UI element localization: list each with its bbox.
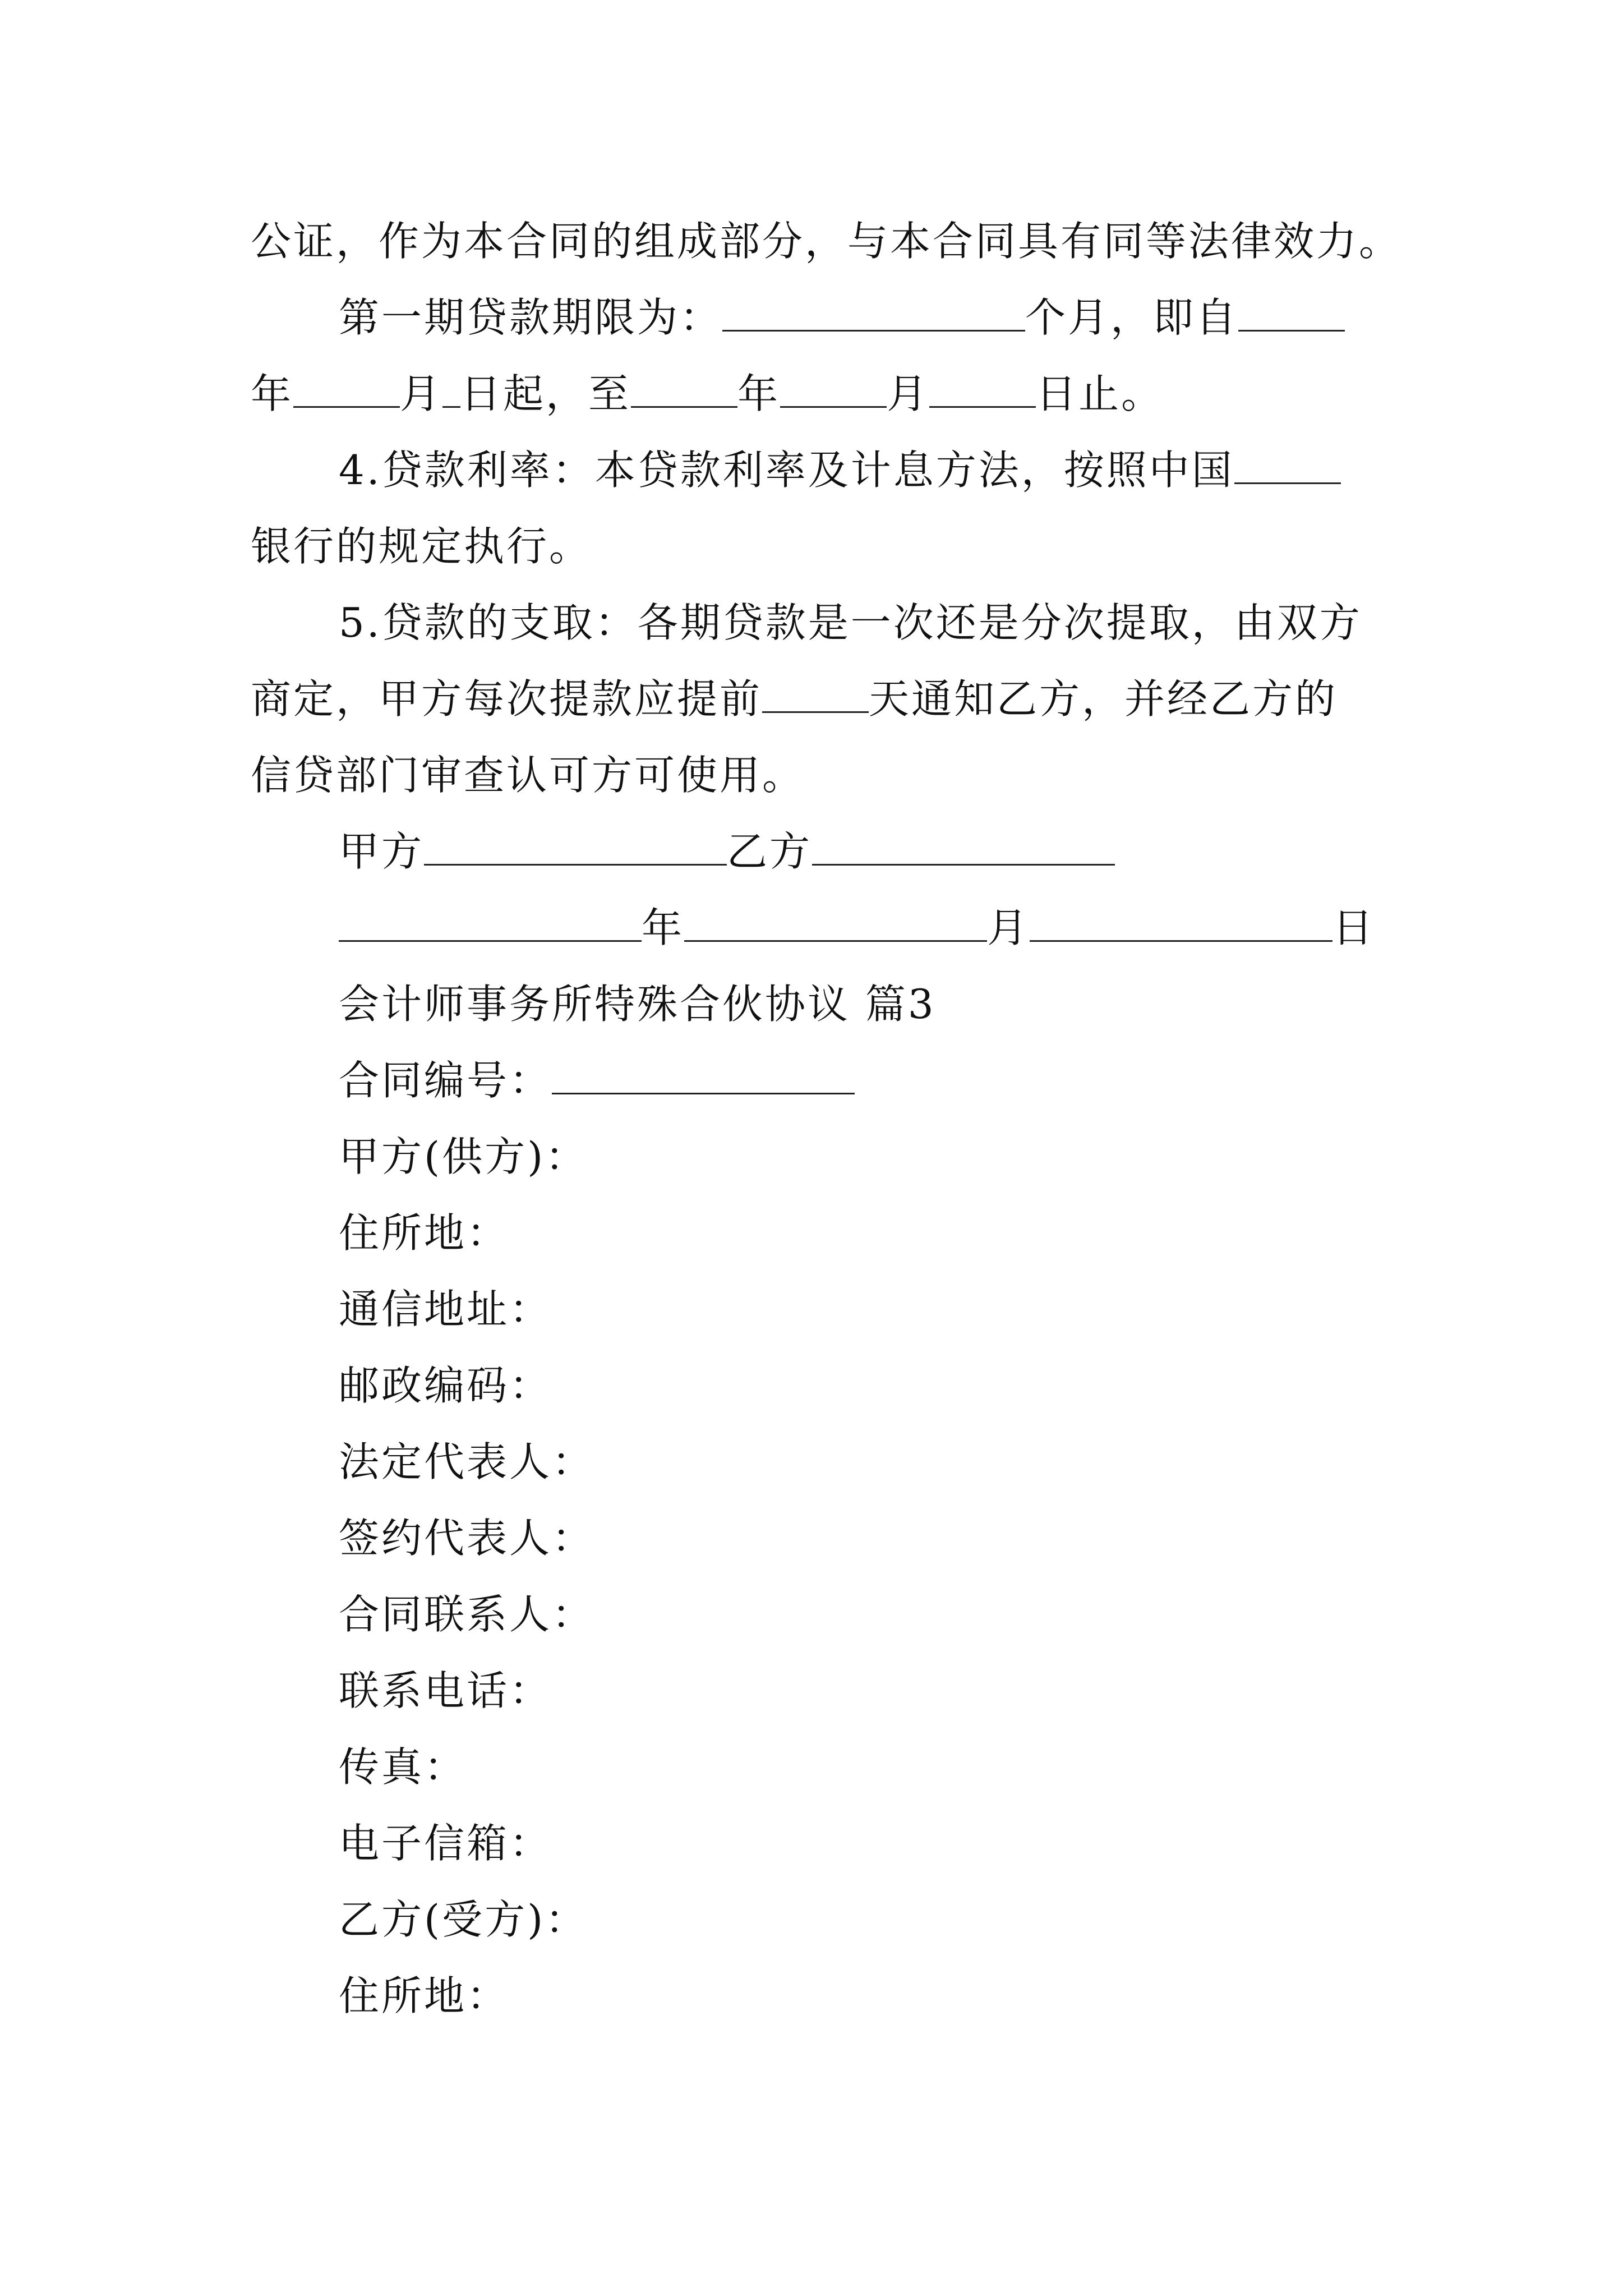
text-segment: 年 bbox=[251, 370, 294, 417]
text-segment: 合同编号： bbox=[339, 1057, 552, 1104]
text-segment: 月 bbox=[400, 370, 443, 417]
field-label bbox=[339, 1510, 1477, 1566]
text-segment: 签约代表人： bbox=[339, 1515, 595, 1562]
text-segment: 年 bbox=[642, 904, 685, 951]
field-label bbox=[339, 1281, 1477, 1337]
date-range-line bbox=[251, 366, 1389, 422]
blank-field bbox=[812, 825, 1115, 866]
blank-field bbox=[442, 367, 460, 408]
field-label bbox=[339, 1434, 1477, 1490]
field-label bbox=[339, 1815, 1477, 1871]
text-segment: 甲方(供方)： bbox=[339, 1133, 588, 1180]
blank-field bbox=[631, 367, 737, 408]
field-label bbox=[339, 1358, 1477, 1414]
text-segment: 会计师事务所特殊合伙协议 篇3 bbox=[339, 981, 936, 1028]
text-segment: 甲方 bbox=[339, 828, 425, 875]
text-segment: 银行的规定执行。 bbox=[251, 523, 592, 570]
text-line bbox=[251, 213, 1402, 269]
blank-field bbox=[424, 825, 727, 866]
text-segment: 月 bbox=[887, 370, 930, 417]
text-segment: 5.贷款的支取：各期贷款是一次还是分次提取，由双方 bbox=[339, 599, 1362, 646]
text-segment: 月 bbox=[987, 904, 1030, 951]
blank-field bbox=[1238, 291, 1345, 332]
text-segment: 住所地： bbox=[339, 1972, 510, 2019]
field-label bbox=[339, 1739, 1477, 1795]
text-segment: 公证，作为本合同的组成部分，与本合同具有同等法律效力。 bbox=[251, 218, 1402, 265]
text-segment: 通信地址： bbox=[339, 1286, 552, 1333]
text-segment: 乙方 bbox=[727, 828, 813, 875]
text-segment: 住所地： bbox=[339, 1209, 510, 1257]
blank-field bbox=[339, 901, 642, 942]
blank-field bbox=[929, 367, 1036, 408]
signature-date-line bbox=[339, 900, 1477, 956]
text-segment: 个月，即自 bbox=[1025, 294, 1239, 341]
text-segment: 乙方(受方)： bbox=[339, 1896, 588, 1943]
text-line bbox=[251, 747, 1389, 803]
text-segment: 天通知乙方，并经乙方的 bbox=[869, 675, 1338, 723]
field-label bbox=[339, 1892, 1477, 1948]
text-segment: 法定代表人： bbox=[339, 1438, 595, 1485]
section-heading bbox=[339, 976, 1477, 1032]
blank-field bbox=[780, 367, 887, 408]
blank-field bbox=[293, 367, 400, 408]
text-segment: 邮政编码： bbox=[339, 1362, 552, 1409]
blank-field bbox=[552, 1053, 855, 1094]
text-segment: 年 bbox=[737, 370, 781, 417]
text-segment: 合同联系人： bbox=[339, 1591, 595, 1638]
text-segment: 传真： bbox=[339, 1743, 467, 1791]
field-label bbox=[339, 1586, 1477, 1642]
text-segment: 联系电话： bbox=[339, 1667, 552, 1714]
field-label bbox=[339, 1205, 1477, 1261]
text-segment: 4.贷款利率：本贷款利率及计息方法，按照中国 bbox=[339, 447, 1234, 494]
contract-number-line bbox=[339, 1052, 1477, 1108]
blank-field bbox=[722, 291, 1025, 332]
blank-field bbox=[762, 672, 869, 713]
field-label bbox=[339, 1968, 1477, 2024]
text-segment: 日起，至 bbox=[460, 370, 631, 417]
loan-period-line bbox=[339, 289, 1477, 346]
interest-rate-line bbox=[339, 442, 1477, 498]
text-segment: 电子信箱： bbox=[339, 1820, 552, 1867]
text-line bbox=[339, 595, 1477, 651]
blank-field bbox=[684, 901, 987, 942]
text-segment: 商定，甲方每次提款应提前 bbox=[251, 675, 763, 723]
text-segment: 日止。 bbox=[1036, 370, 1164, 417]
text-segment: 信贷部门审查认可方可使用。 bbox=[251, 752, 805, 799]
text-segment: 第一期贷款期限为： bbox=[339, 294, 723, 341]
signature-line bbox=[339, 823, 1477, 880]
blank-field bbox=[1234, 443, 1341, 484]
text-segment: 日 bbox=[1332, 904, 1376, 951]
notice-line bbox=[251, 671, 1389, 727]
field-label bbox=[339, 1129, 1477, 1185]
blank-field bbox=[1030, 901, 1332, 942]
text-line bbox=[251, 518, 1389, 574]
field-label bbox=[339, 1663, 1477, 1719]
